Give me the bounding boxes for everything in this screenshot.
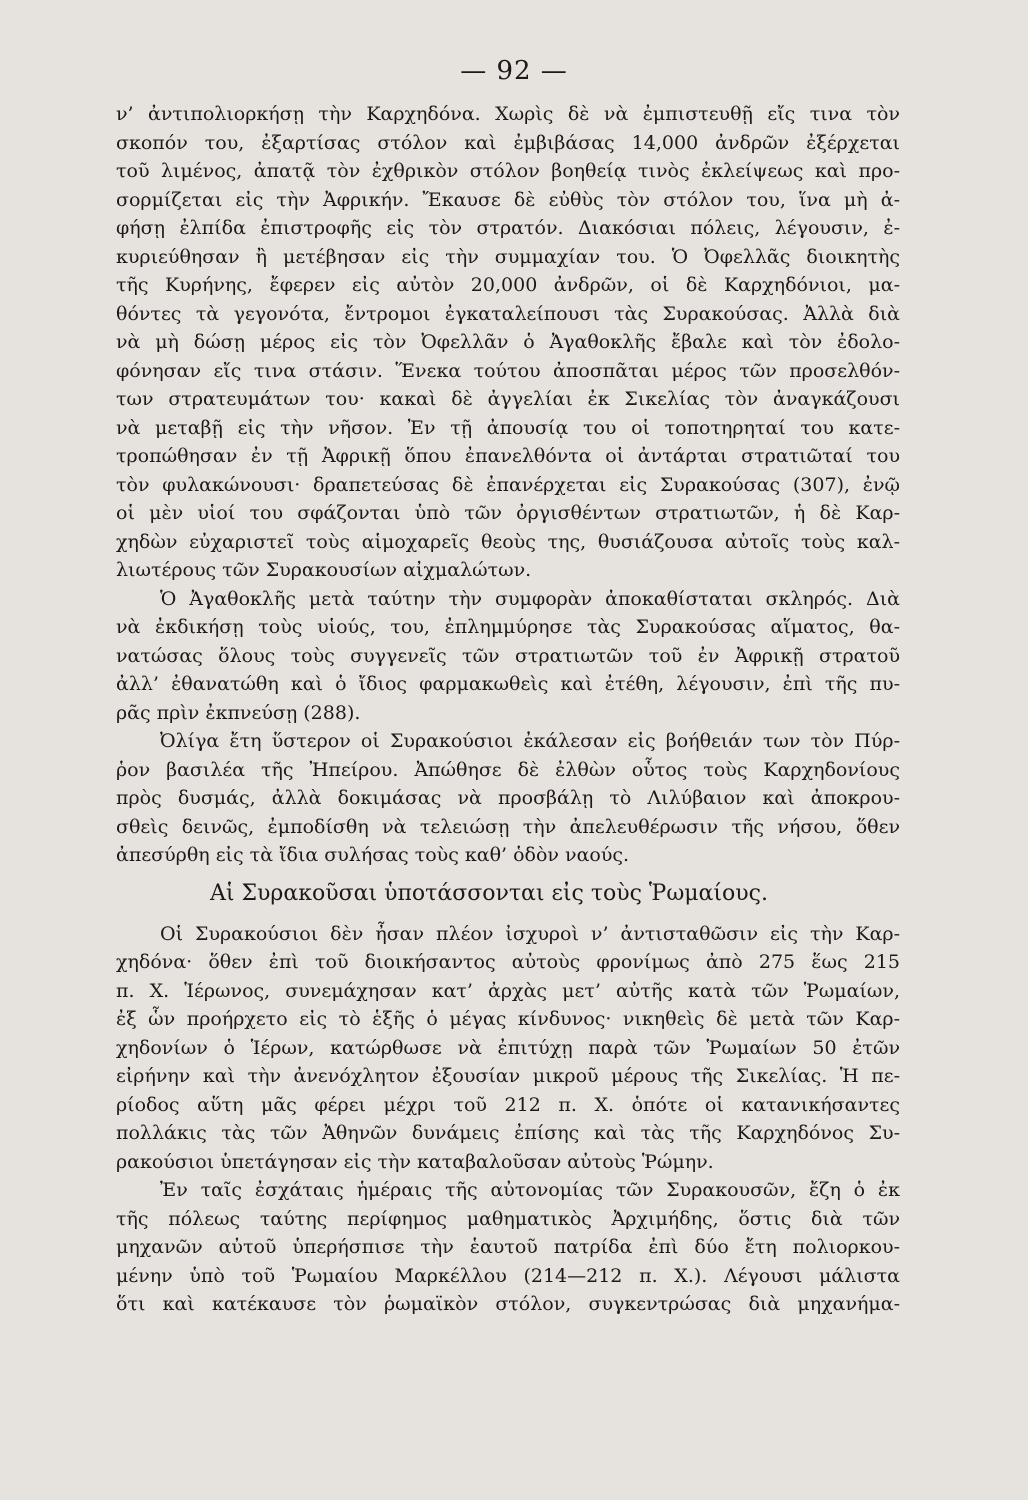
text-line: λιωτέρους τῶν Συρακουσίων αἰχμαλώτων. xyxy=(116,559,532,581)
text-line: των στρατευμάτων του· κακαὶ δὲ ἀγγελίαι ἐκ Σικελίας τὸν ἀναγκάζουσι xyxy=(116,388,900,410)
text-line: χηδόνα· ὅθεν ἐπὶ τοῦ διοικήσαντος αὐτοὺς φρονίμως ἀπὸ 275 ἕως 215 xyxy=(116,951,900,973)
section-heading: Αἱ Συρακοῦσαι ὑποτάσσονται εἰς τοὺς Ῥωμαίους. xyxy=(210,880,768,906)
text-line: ῥον βασιλέα τῆς Ἠπείρου. Ἀπώθησε δὲ ἐλθὼν οὗτος τοὺς Καρχηδονίους xyxy=(116,758,900,781)
text-line: μηχανῶν αὐτοῦ ὑπερήσπισε τὴν ἑαυτοῦ πατρίδα ἐπὶ δύο ἔτη πολιορκου- xyxy=(116,1236,900,1258)
text-line: ἐξ ὧν προήρχετο εἰς τὸ ἑξῆς ὁ μέγας κίνδυνος· νικηθεὶς δὲ μετὰ τῶν Καρ- xyxy=(116,1008,900,1030)
text-line: σορμίζεται εἰς τὴν Ἀφρικήν. Ἔκαυσε δὲ εὐθὺς τὸν στόλον του, ἵνα μὴ ἀ- xyxy=(116,188,900,211)
text-line: ρακούσιοι ὑπετάγησαν εἰς τὴν καταβαλοῦσαν αὐτοὺς Ῥώμην. xyxy=(116,1150,714,1173)
text-line: μένην ὑπὸ τοῦ Ῥωμαίου Μαρκέλλου (214—212 π. Χ.). Λέγουσι μάλιστα xyxy=(116,1264,900,1287)
text-line: φήσῃ ἐλπίδα ἐπιστροφῆς εἰς τὸν στρατόν. Διακόσιαι πόλεις, λέγουσιν, ἐ- xyxy=(116,217,900,239)
text-line: πρὸς δυσμάς, ἀλλὰ δοκιμάσας νὰ προσβάλῃ τὸ Λιλύβαιον καὶ ἀποκρου- xyxy=(116,787,900,809)
text-line: ἀλλ’ ἐθανατώθη καὶ ὁ ἴδιος φαρμακωθεὶς καὶ ἐτέθη, λέγουσιν, ἐπὶ τῆς πυ- xyxy=(116,673,900,695)
text-line: Ἐν ταῖς ἐσχάταις ἡμέραις τῆς αὐτονομίας τῶν Συρακουσῶν, ἔζη ὁ ἐκ xyxy=(160,1179,900,1201)
text-line: νὰ ἐκδικήσῃ τοὺς υἱούς, του, ἐπλημμύρησε τὰς Συρακούσας αἵματος, θα- xyxy=(116,616,900,638)
text-line: θόντες τὰ γεγονότα, ἔντρομοι ἐγκαταλείπουσι τὰς Συρακούσας. Ἀλλὰ διὰ xyxy=(116,302,900,325)
body-text xyxy=(116,100,900,1319)
text-line: τῆς Κυρήνης, ἔφερεν εἰς αὐτὸν 20,000 ἀνδρῶν, οἱ δὲ Καρχηδόνιοι, μα- xyxy=(116,274,900,296)
text-line: ν’ ἀντιπολιορκήσῃ τὴν Καρχηδόνα. Χωρὶς δὲ νὰ ἐμπιστευθῇ εἴς τινα τὸν xyxy=(116,103,900,125)
page-number: — 92 — xyxy=(460,56,568,86)
text-line: ρᾶς πρὶν ἐκπνεύσῃ (288). xyxy=(116,701,361,724)
text-line: νὰ μὴ δώσῃ μέρος εἰς τὸν Ὀφελλᾶν ὁ Ἀγαθοκλῆς ἔβαλε καὶ τὸν ἐδολο- xyxy=(116,331,900,353)
text-line: κυριεύθησαν ἢ μετέβησαν εἰς τὴν συμμαχίαν του. Ὁ Ὀφελλᾶς διοικητὴς xyxy=(116,245,900,268)
text-line: ὅτι καὶ κατέκαυσε τὸν ῥωμαϊκὸν στόλον, συγκεντρώσας διὰ μηχανήμα- xyxy=(116,1293,900,1315)
text-line: τὸν φυλακώνουσι· δραπετεύσας δὲ ἐπανέρχεται εἰς Συρακούσας (307), ἐνῷ xyxy=(116,473,900,496)
text-line: ρίοδος αὕτη μᾶς φέρει μέχρι τοῦ 212 π. Χ. ὁπότε οἱ κατανικήσαντες xyxy=(116,1093,900,1116)
text-line: φόνησαν εἴς τινα στάσιν. Ἕνεκα τούτου ἀποσπᾶται μέρος τῶν προσελθόν- xyxy=(116,359,900,382)
text-line: τροπώθησαν ἐν τῇ Ἀφρικῇ ὅπου ἐπανελθόντα οἱ ἀντάρται στρατιῶταί του xyxy=(116,445,900,467)
text-line: Ὀλίγα ἔτη ὕστερον οἱ Συρακούσιοι ἐκάλεσαν εἰς βοήθειάν των τὸν Πύρ- xyxy=(160,730,900,752)
text-line: χηδονίων ὁ Ἱέρων, κατώρθωσε νὰ ἐπιτύχῃ παρὰ τῶν Ῥωμαίων 50 ἐτῶν xyxy=(116,1036,900,1059)
text-line: νὰ μεταβῇ εἰς τὴν νῆσον. Ἐν τῇ ἀπουσίᾳ του οἱ τοποτηρηταί του κατε- xyxy=(116,416,900,439)
text-line: ἀπεσύρθη εἰς τὰ ἴδια συλήσας τοὺς καθ’ ὁδὸν ναούς. xyxy=(116,844,630,866)
text-line: σθεὶς δεινῶς, ἐμποδίσθη νὰ τελειώσῃ τὴν ἀπελευθέρωσιν τῆς νήσου, ὅθεν xyxy=(116,815,900,838)
text-line: Ὁ Ἀγαθοκλῆς μετὰ ταύτην τὴν συμφορὰν ἀποκαθίσταται σκληρός. Διὰ xyxy=(160,587,900,610)
text-line: π. Χ. Ἱέρωνος, συνεμάχησαν κατ’ ἀρχὰς μετ’ αὐτῆς κατὰ τῶν Ῥωμαίων, xyxy=(116,979,900,1002)
text-line: τοῦ λιμένος, ἀπατᾷ τὸν ἐχθρικὸν στόλον βοηθείᾳ τινὸς ἐκλείψεως καὶ προ- xyxy=(116,160,900,182)
text-line: Οἱ Συρακούσιοι δὲν ἦσαν πλέον ἰσχυροὶ ν’ ἀντισταθῶσιν εἰς τὴν Καρ- xyxy=(160,922,900,945)
text-line: σκοπόν του, ἐξαρτίσας στόλον καὶ ἐμβιβάσας 14,000 ἀνδρῶν ἐξέρχεται xyxy=(116,131,900,154)
text-line: χηδὼν εὐχαριστεῖ τοὺς αἱμοχαρεῖς θεοὺς της, θυσιάζουσα αὐτοῖς τοὺς καλ- xyxy=(116,530,900,553)
text-line: πολλάκις τὰς τῶν Ἀθηνῶν δυνάμεις ἐπίσης καὶ τὰς τῆς Καρχηδόνος Συ- xyxy=(116,1122,900,1144)
text-line: οἱ μὲν υἱοί του σφάζονται ὑπὸ τῶν ὀργισθέντων στρατιωτῶν, ἡ δὲ Καρ- xyxy=(116,502,900,524)
text-line: νατώσας ὅλους τοὺς συγγενεῖς τῶν στρατιωτῶν τοῦ ἐν Ἀφρικῇ στρατοῦ xyxy=(116,644,900,667)
text-line: τῆς πόλεως ταύτης περίφημος μαθηματικὸς Ἀρχιμήδης, ὅστις διὰ τῶν xyxy=(116,1207,900,1230)
text-line: εἰρήνην καὶ τὴν ἀνενόχλητον ἐξουσίαν μικροῦ μέρους τῆς Σικελίας. Ἡ πε- xyxy=(116,1065,900,1087)
